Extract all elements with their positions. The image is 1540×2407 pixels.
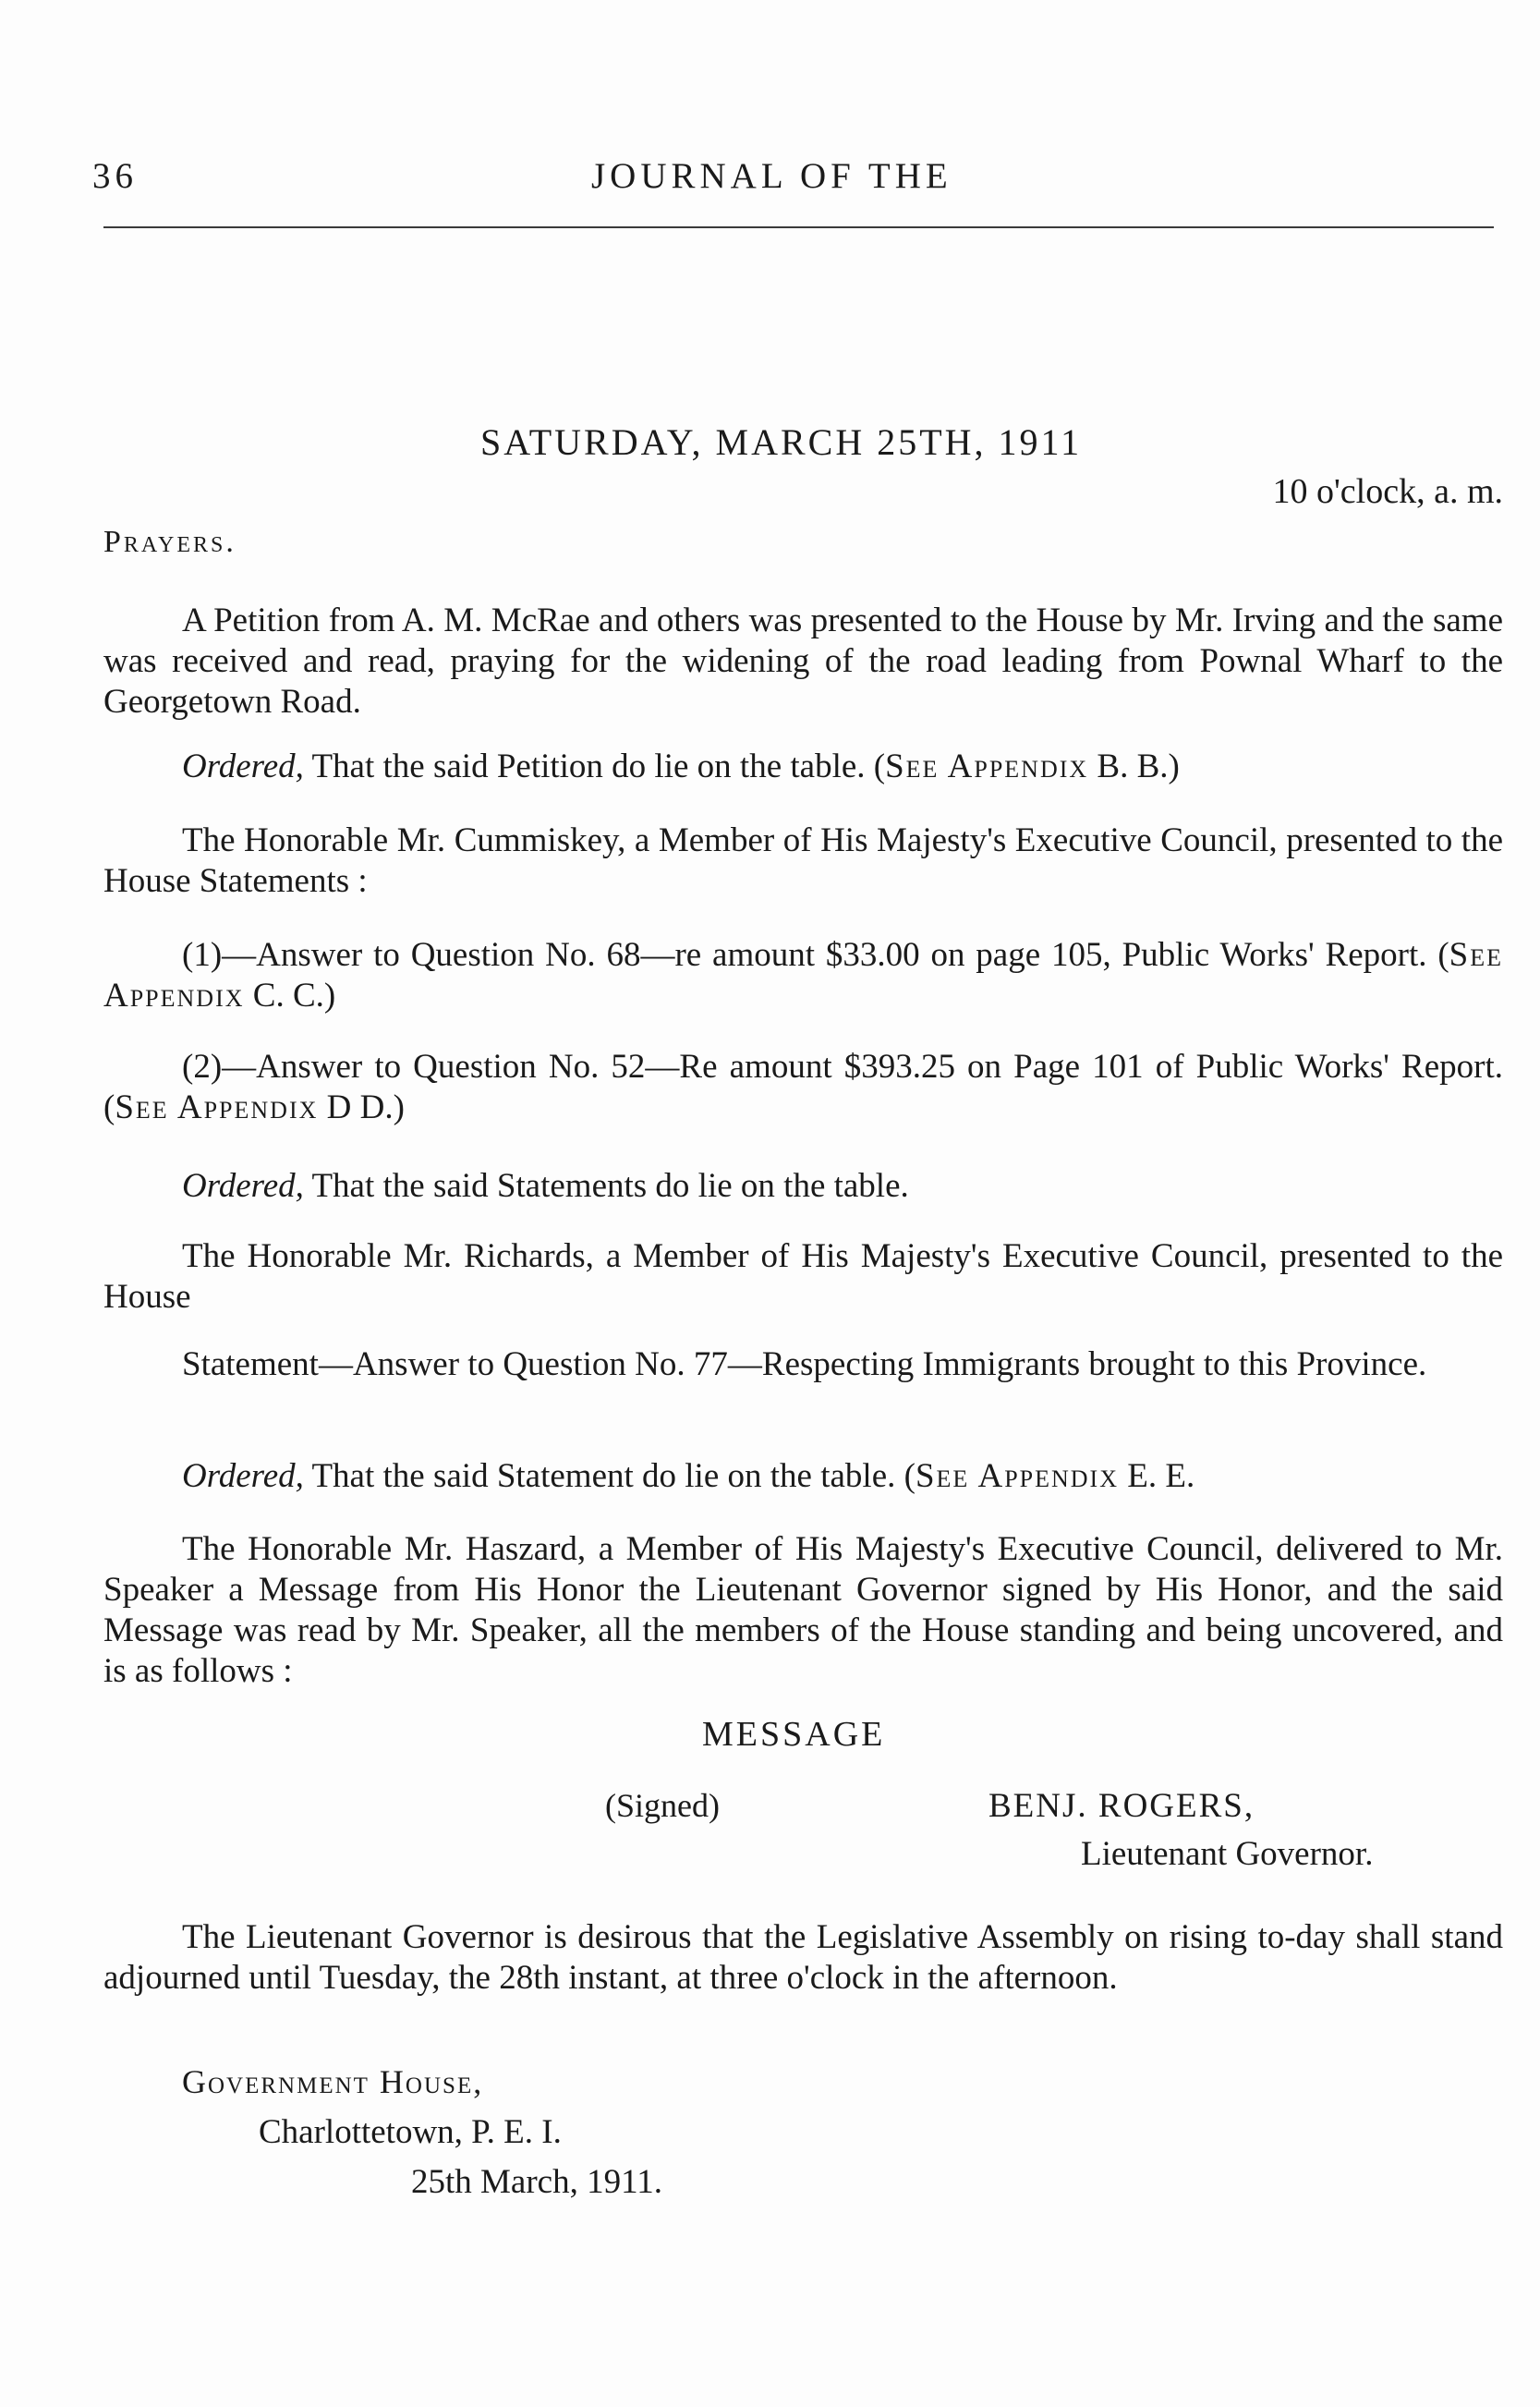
appendix-id: D D.) [318,1088,405,1126]
appendix-id: C. C.) [244,977,336,1015]
statement-1-paragraph [103,935,1503,1016]
signer-name: BENJ. ROGERS, [988,1787,1255,1825]
ordered-label: Ordered, [182,1457,304,1495]
ordered-label: Ordered, [182,748,304,785]
order-text: That the said Petition do lie on the table. ( [303,748,886,785]
message-body: The Lieutenant Governor is desirous that the Legislative Assembly on rising to-day shall stand adjourned until Tuesday, the 28th instant, at three o'clock in the afternoon. [103,1918,1503,1997]
statement-2-paragraph [103,1047,1503,1128]
page-number: 36 [92,156,138,196]
session-date: SATURDAY, MARCH 25TH, 1911 [480,421,1083,463]
order-statement-paragraph [103,1456,1503,1497]
appendix-reference: See Appendix [103,936,1503,1015]
appendix-id: E. E. [1119,1457,1195,1495]
order-text: That the said Statements do lie on the table. [303,1167,909,1205]
haszard-paragraph: The Honorable Mr. Haszard, a Member of His Majesty's Executive Council, delivered to Mr. Speaker a Message from His Honor the Lieutenant Governor signed by His Honor, and the said Message was read by Mr. Speaker, all the members of the House standing and being uncovered, and is as follows : [103,1530,1503,1690]
location-date: 25th March, 1911. [411,2163,662,2201]
signed-label: (Signed) [605,1787,720,1824]
session-time: 10 o'clock, a. m. [1272,472,1503,511]
richards-paragraph: The Honorable Mr. Richards, a Member of His Majesty's Executive Council, presented to the House [103,1237,1503,1316]
location-line-2: Charlottetown, P. E. I. [259,2113,562,2151]
appendix-id: B. B.) [1088,748,1180,785]
immigrants-statement-paragraph: Statement—Answer to Question No. 77—Respecting Immigrants brought to this Province. [182,1345,1427,1383]
petition-paragraph: A Petition from A. M. McRae and others was presented to the House by Mr. Irving and the same was received and read, praying for the widening of the road leading from Pownal Wharf to the Georgetown Road. [103,602,1503,721]
header-rule [103,226,1494,228]
appendix-reference: See Appendix [885,748,1089,785]
appendix-reference: See Appendix [915,1457,1119,1495]
running-title: JOURNAL OF THE [591,156,952,196]
message-heading: MESSAGE [702,1715,886,1754]
order-text: That the said Statement do lie on the table. ( [303,1457,916,1495]
signer-title: Lieutenant Governor. [1081,1835,1374,1873]
statement-1-text: (1)—Answer to Question No. 68—re amount $33.00 on page 105, Public Works' Report. ( [182,936,1449,974]
appendix-reference: See Appendix [115,1088,319,1126]
order-petition-paragraph [103,747,1503,787]
order-statements-paragraph [103,1166,1503,1207]
location-line-1: Government House, [182,2063,484,2100]
prayers-heading: Prayers. [103,525,236,559]
ordered-label: Ordered, [182,1167,304,1205]
cummiskey-paragraph: The Honorable Mr. Cummiskey, a Member of His Majesty's Executive Council, presented to the House Statements : [103,821,1503,900]
statement-2-text: (2)—Answer to Question No. 52—Re amount $393.25 on Page 101 of Public Works' Report. ( [103,1048,1503,1126]
